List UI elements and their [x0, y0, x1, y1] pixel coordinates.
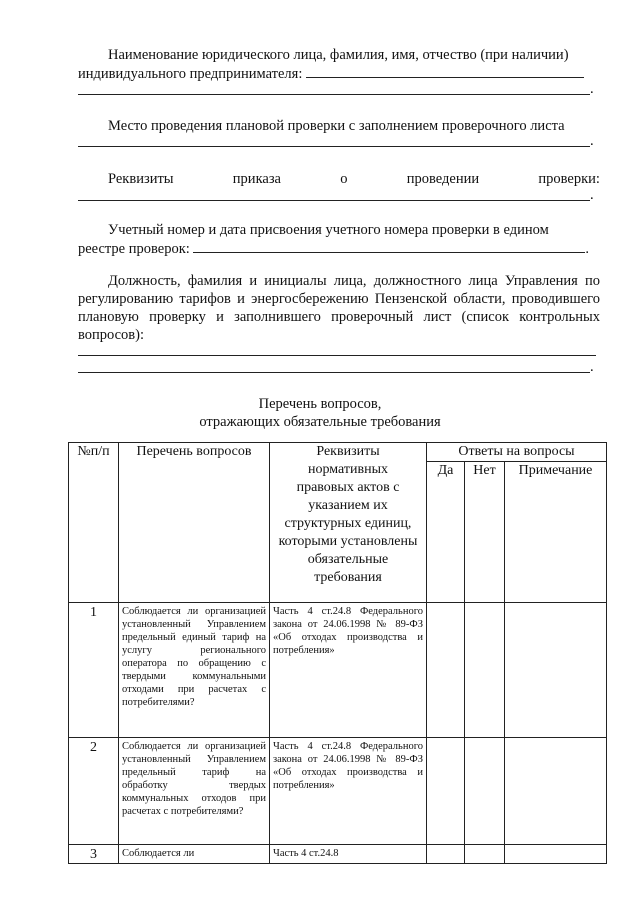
order-requisites-label — [108, 170, 600, 188]
header-yes: Да — [427, 462, 465, 603]
place-input-line[interactable] — [78, 146, 590, 147]
official-label: Должность, фамилия и инициалы лица, должностного лица Управления по регулированию тарифов и энергосбережению Пензенской области, проводившего плановую проверку и заполнившего проверочный лист (список контрольных вопросов): — [78, 273, 600, 343]
registry-block — [78, 221, 598, 258]
entity-name-input-line2[interactable] — [78, 94, 590, 95]
row-num: 1 — [69, 603, 119, 738]
answer-no-cell[interactable] — [465, 845, 505, 864]
entity-name-input-line[interactable] — [306, 64, 584, 78]
list-title-line2: отражающих обязательные требования — [199, 414, 441, 430]
answer-no-cell[interactable] — [465, 738, 505, 845]
checklist-table — [68, 442, 607, 864]
table-row — [69, 738, 607, 845]
row-requisite: Часть 4 ст.24.8 — [270, 845, 427, 864]
header-requisites: Реквизиты нормативных правовых актов с указанием их структурных единиц, которыми установлены обязательные требования — [270, 443, 427, 603]
header-note: Примечание — [505, 462, 607, 603]
table-row — [69, 845, 607, 864]
official-input-line1[interactable] — [78, 355, 596, 356]
period: . — [590, 81, 594, 97]
row-num: 2 — [69, 738, 119, 845]
official-input-line2[interactable] — [78, 372, 590, 373]
period: . — [585, 241, 590, 257]
period: . — [590, 187, 594, 203]
period: . — [590, 359, 594, 375]
header-num: №п/п — [69, 443, 119, 603]
entity-name-label: индивидуального предпринимателя: — [78, 66, 303, 82]
header-no: Нет — [465, 462, 505, 603]
order-word: приказа — [232, 171, 281, 187]
row-requisite: Часть 4 ст.24.8 Федерального закона от 24.06.1998 № 89-ФЗ «Об отходах производства и потребления» — [270, 738, 427, 845]
order-word: Реквизиты — [108, 171, 174, 187]
header-answers: Ответы на вопросы — [427, 443, 607, 462]
row-question: Соблюдается ли — [119, 845, 270, 864]
row-question: Соблюдается ли организацией установленный Управлением предельный единый тариф на услугу регионального оператора по обращению с твердыми коммунальными отходами при расчетах с потребителями? — [119, 603, 270, 738]
order-word: о — [340, 171, 348, 187]
answer-note-cell[interactable] — [505, 845, 607, 864]
order-word: проверки: — [538, 171, 600, 187]
registry-input-line[interactable] — [193, 239, 585, 253]
row-requisite: Часть 4 ст.24.8 Федерального закона от 24.06.1998 № 89-ФЗ «Об отходах производства и потребления» — [270, 603, 427, 738]
answer-note-cell[interactable] — [505, 738, 607, 845]
answer-yes-cell[interactable] — [427, 603, 465, 738]
order-requisites-input-line[interactable] — [78, 200, 590, 201]
order-word: проведении — [406, 171, 480, 187]
entity-name-label-line1: Наименование юридического лица, фамилия, имя, отчество (при наличии) — [108, 47, 569, 63]
place-label: Место проведения плановой проверки с заполнением проверочного листа — [108, 118, 565, 134]
place-block — [78, 117, 598, 135]
answer-note-cell[interactable] — [505, 603, 607, 738]
row-question: Соблюдается ли организацией установленный Управлением предельный тариф на обработку твердых коммунальных отходов при расчетах с потребителями? — [119, 738, 270, 845]
answer-yes-cell[interactable] — [427, 845, 465, 864]
header-questions: Перечень вопросов — [119, 443, 270, 603]
entity-name-block — [78, 46, 598, 83]
table-row — [69, 603, 607, 738]
period: . — [590, 133, 594, 149]
entity-name-label-line2 — [78, 64, 598, 83]
table-header-row — [69, 443, 607, 462]
list-title-line1: Перечень вопросов, — [258, 396, 382, 412]
registry-label-line2 — [78, 239, 598, 258]
answer-yes-cell[interactable] — [427, 738, 465, 845]
registry-label-line1: Учетный номер и дата присвоения учетного номера проверки в едином — [108, 222, 549, 238]
row-num: 3 — [69, 845, 119, 864]
registry-label: реестре проверок: — [78, 241, 190, 257]
answer-no-cell[interactable] — [465, 603, 505, 738]
